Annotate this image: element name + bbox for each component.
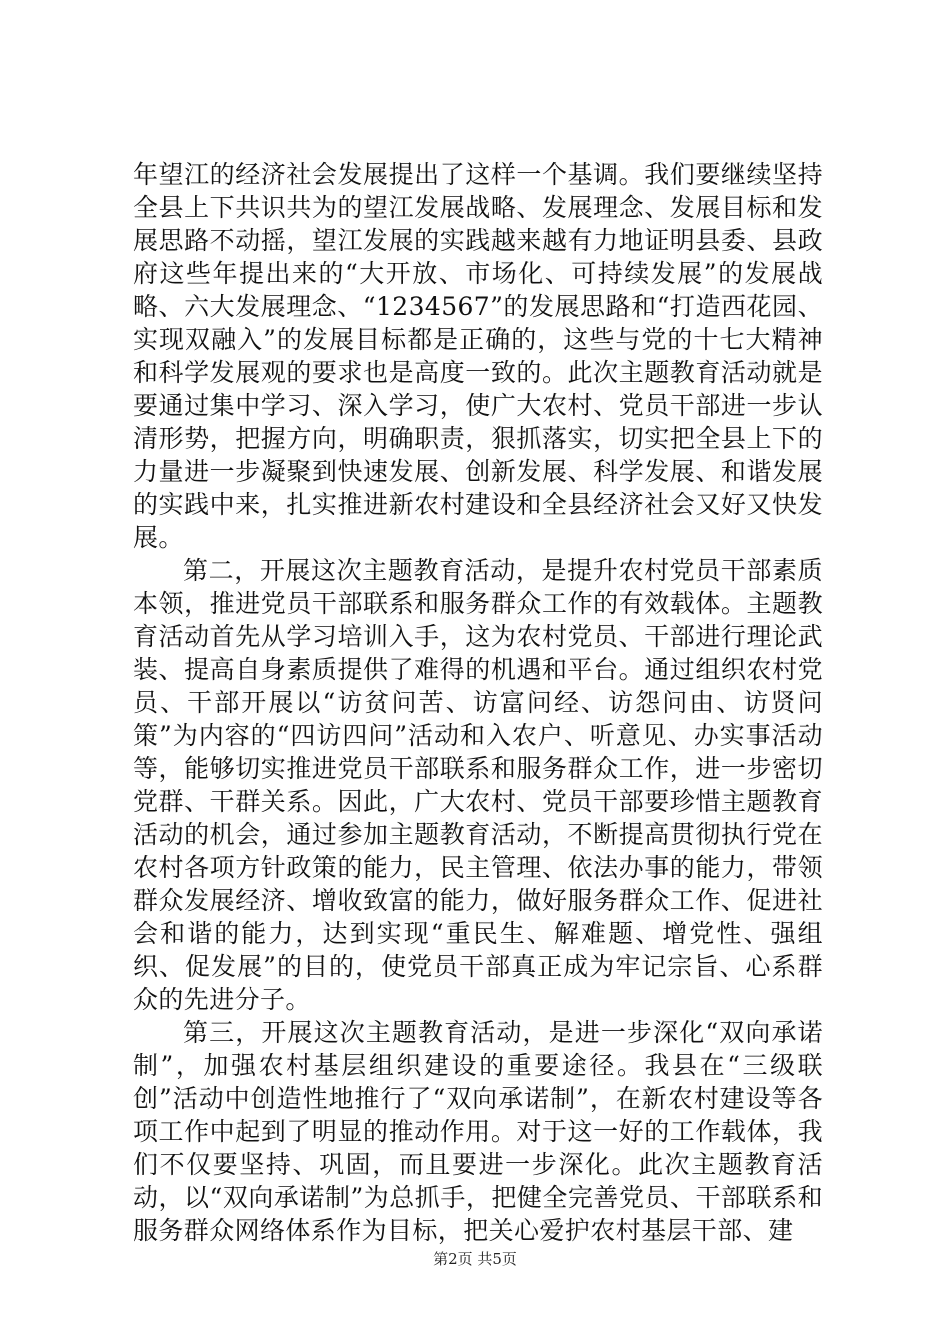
paragraph-2: 第二，开展这次主题教育活动，是提升农村党员干部素质本领，推进党员干部联系和服务群众工作的有效载体。主题教育活动首先从学习培训入手，这为农村党员、干部进行理论武装、提高自身素质提供了难得的机遇和平台。通过组织农村党员、干部开展以“访贫问苦、访富问经、访怨问由、访贤问策”为内容的“四访四问”活动和入农户、听意见、办实事活动等，能够切实推进党员干部联系和服务群众工作，进一步密切党群、干群关系。因此，广大农村、党员干部要珍惜主题教育活动的机会，通过参加主题教育活动，不断提高贯彻执行党在农村各项方针政策的能力，民主管理、依法办事的能力，带领群众发展经济、增收致富的能力，做好服务群众工作、促进社会和谐的能力，达到实现“重民生、解难题、增党性、强组织、促发展”的目的，使党员干部真正成为牢记宗旨、心系群众的先进分子。: [133, 556, 823, 1014]
paragraph-3: 第三，开展这次主题教育活动，是进一步深化“双向承诺制”，加强农村基层组织建设的重要途径。我县在“三级联创”活动中创造性地推行了“双向承诺制”，在新农村建设等各项工作中起到了明显的推动作用。对于这一好的工作载体，我们不仅要坚持、巩固，而且要进一步深化。此次主题教育活动，以“双向承诺制”为总抓手，把健全完善党员、干部联系和服务群众网络体系作为目标，把关心爱护农村基层干部、建: [133, 1018, 823, 1245]
paragraph-1: 年望江的经济社会发展提出了这样一个基调。我们要继续坚持全县上下共识共为的望江发展战略、发展理念、发展目标和发展思路不动摇，望江发展的实践越来越有力地证明县委、县政府这些年提出来的“大开放、市场化、可持续发展”的发展战略、六大发展理念、“1234567”的发展思路和“打造西花园、实现双融入”的发展目标都是正确的，这些与党的十七大精神和科学发展观的要求也是高度一致的。此次主题教育活动就是要通过集中学习、深入学习，使广大农村、党员干部进一步认清形势，把握方向，明确职责，狠抓落实，切实把全县上下的力量进一步凝聚到快速发展、创新发展、科学发展、和谐发展的实践中来，扎实推进新农村建设和全县经济社会又好又快发展。: [133, 160, 823, 552]
page-number-footer: 第2页 共5页: [433, 1250, 517, 1268]
document-body: [133, 158, 823, 1247]
